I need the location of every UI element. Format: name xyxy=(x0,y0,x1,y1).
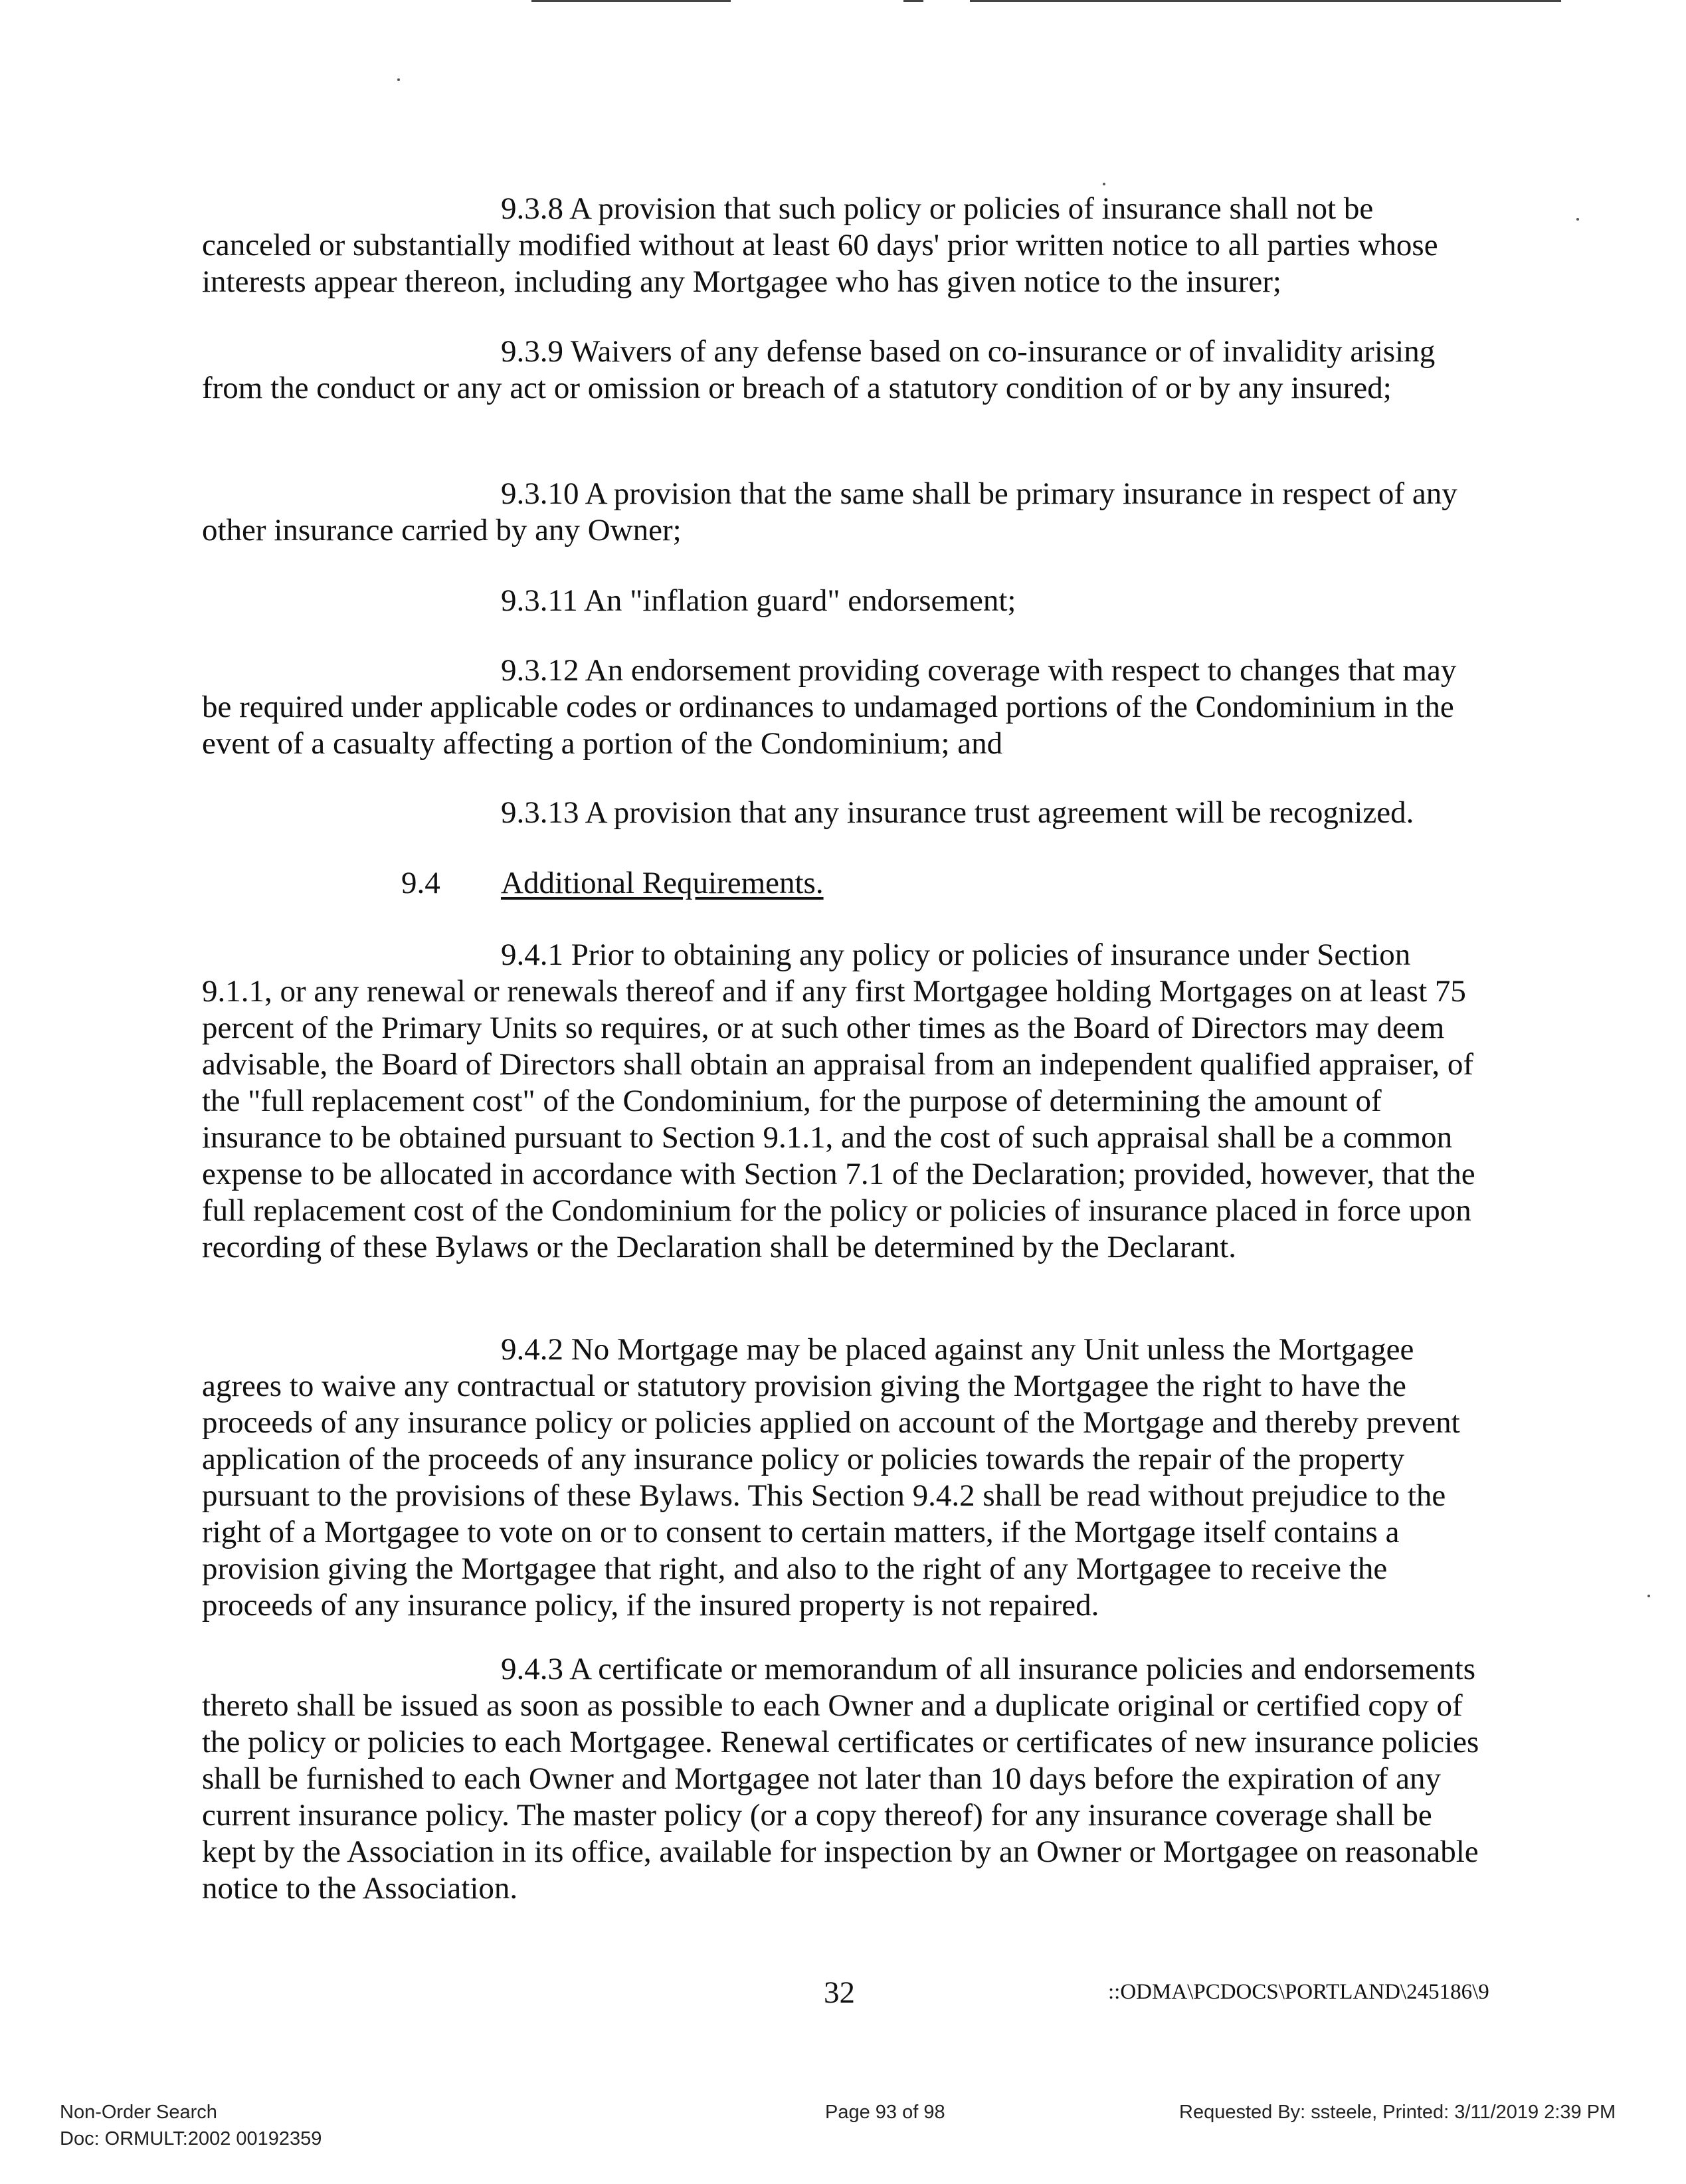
scan-artifact-dot xyxy=(1647,1595,1650,1597)
paragraph-number: 9.4.3 xyxy=(501,1652,563,1686)
page-number: 32 xyxy=(824,1975,855,2010)
paragraph-text: A provision that such policy or policies of insurance shall not be canceled or substantially modified without at least 60 days' prior written notice to all parties whose interests appear thereon, including any Mortgagee who has given notice to the insurer; xyxy=(202,191,1438,299)
paragraph-number: 9.3.8 xyxy=(501,191,563,226)
scan-artifact-dot xyxy=(1576,218,1579,221)
paragraph-number: 9.4.2 xyxy=(501,1332,563,1367)
scan-artifact-line xyxy=(970,0,1561,2)
footer-requested-by: Requested By: ssteele, Printed: 3/11/2019 2:39 PM xyxy=(1179,2102,1616,2123)
scan-artifact-dot xyxy=(1103,183,1105,185)
footer-doc-id: Doc: ORMULT:2002 00192359 xyxy=(60,2128,322,2149)
paragraph-text: A provision that the same shall be primary insurance in respect of any other insurance carried by any Owner; xyxy=(202,476,1457,547)
paragraph-9-3-8 xyxy=(202,191,1484,300)
paragraph-9-3-10 xyxy=(202,476,1484,549)
paragraph-number: 9.4.1 xyxy=(501,938,563,972)
section-number: 9.4 xyxy=(401,866,440,900)
scan-artifact-line xyxy=(531,0,731,2)
section-heading: Additional Requirements. xyxy=(501,866,824,900)
paragraph-text: An "inflation guard" endorsement; xyxy=(583,583,1016,618)
paragraph-text: No Mortgage may be placed against any Unit unless the Mortgagee agrees to waive any contractual or statutory provision giving the Mortgagee the right to have the proceeds of any insurance policy or policies applied on account of the Mortgage and thereby prevent application of the proceeds of any insurance policy or policies towards the repair of the property pursuant to the provisions of these Bylaws. This Section 9.4.2 shall be read without prejudice to the right of a Mortgagee to vote on or to consent to certain matters, if the Mortgage itself contains a provision giving the Mortgagee that right, and also to the right of any Mortgagee to receive the proceeds of any insurance policy, if the insured property is not repaired. xyxy=(202,1332,1460,1623)
paragraph-9-3-12 xyxy=(202,652,1484,762)
paragraph-9-3-11 xyxy=(202,583,1484,619)
paragraph-9-4-3 xyxy=(202,1651,1484,1907)
scan-artifact-line xyxy=(903,0,923,2)
footer-page-count: Page 93 of 98 xyxy=(825,2102,945,2123)
paragraph-number: 9.3.12 xyxy=(501,653,579,688)
paragraph-9-3-9 xyxy=(202,334,1484,407)
paragraph-9-4-1 xyxy=(202,937,1484,1266)
scan-artifact-dot xyxy=(397,78,400,81)
paragraph-number: 9.3.11 xyxy=(501,583,578,618)
paragraph-9-4-2 xyxy=(202,1332,1484,1624)
paragraph-number: 9.3.13 xyxy=(501,795,579,830)
paragraph-9-3-13 xyxy=(202,795,1484,831)
document-path: ::ODMA\PCDOCS\PORTLAND\245186\9 xyxy=(1108,1980,1489,2004)
paragraph-number: 9.3.10 xyxy=(501,476,579,511)
footer-search-type: Non-Order Search xyxy=(60,2102,217,2123)
paragraph-text: Prior to obtaining any policy or policies of insurance under Section 9.1.1, or any renewal or renewals thereof and if any first Mortgagee holding Mortgages on at least 75 percent of the Primary Units so requires, or at such other times as the Board of Directors may deem advisable, the Board of Directors shall obtain an appraisal from an independent qualified appraiser, of the "full replacement cost" of the Condominium, for the purpose of determining the amount of insurance to be obtained pursuant to Section 9.1.1, and the cost of such appraisal shall be a common expense to be allocated in accordance with Section 7.1 of the Declaration; provided, however, that the full replacement cost of the Condominium for the policy or policies of insurance placed in force upon recording of these Bylaws or the Declaration shall be determined by the Declarant. xyxy=(202,938,1475,1264)
paragraph-text: Waivers of any defense based on co-insurance or of invalidity arising from the conduct or any act or omission or breach of a statutory condition of or by any insured; xyxy=(202,334,1436,405)
paragraph-text: A certificate or memorandum of all insurance policies and endorsements thereto shall be issued as soon as possible to each Owner and a duplicate original or certified copy of the policy or policies to each Mortgagee. Renewal certificates or certificates of new insurance policies shall be furnished to each Owner and Mortgagee not later than 10 days before the expiration of any current insurance policy. The master policy (or a copy thereof) for any insurance coverage shall be kept by the Association in its office, available for inspection by an Owner or Mortgagee on reasonable notice to the Association. xyxy=(202,1652,1479,1906)
paragraph-text: An endorsement providing coverage with respect to changes that may be required under applicable codes or ordinances to undamaged portions of the Condominium in the event of a casualty affecting a portion of the Condominium; and xyxy=(202,653,1457,761)
paragraph-text: A provision that any insurance trust agreement will be recognized. xyxy=(585,795,1414,830)
paragraph-number: 9.3.9 xyxy=(501,334,563,369)
